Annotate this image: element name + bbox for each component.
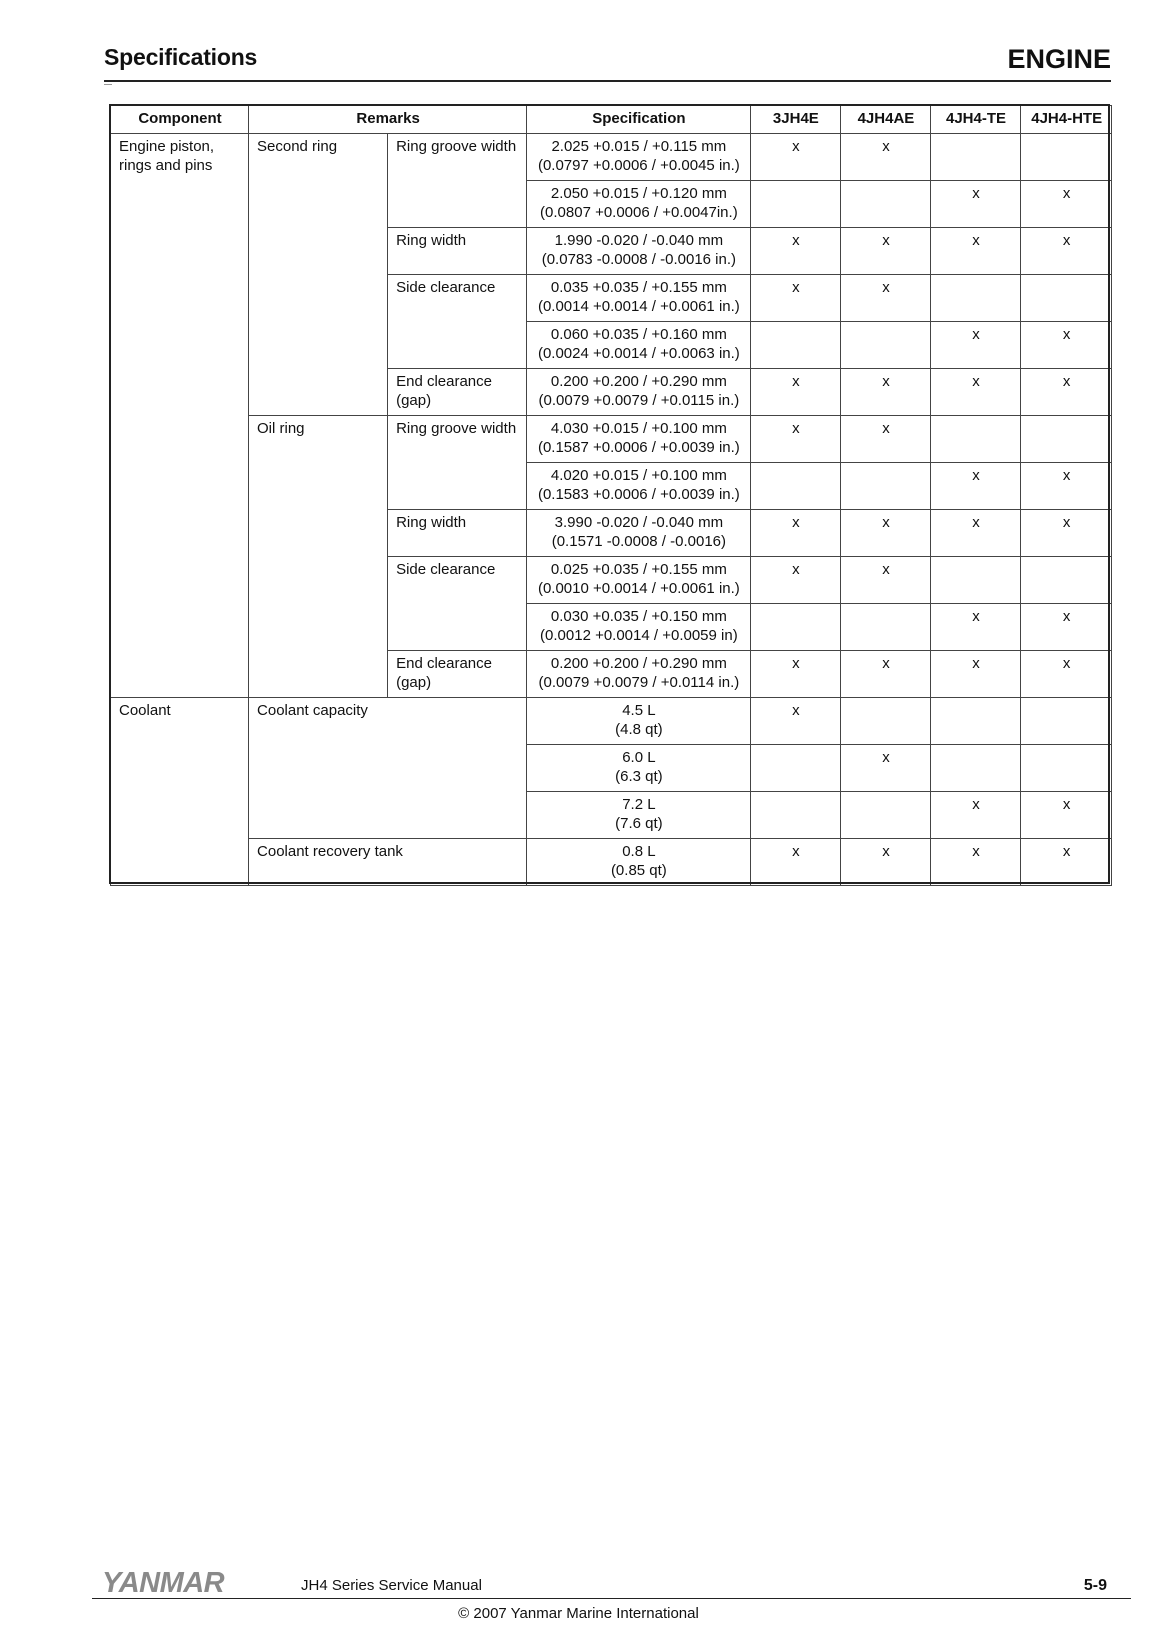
table-row <box>111 839 1112 886</box>
remark-detail-cell: Side clearance <box>388 275 527 369</box>
table-row <box>111 698 1112 745</box>
mark-3jh4e <box>750 745 841 792</box>
specification-cell <box>527 275 750 322</box>
mark-3jh4e <box>750 604 841 651</box>
specification-cell <box>527 557 750 604</box>
mark-4jh4-hte: x <box>1021 604 1112 651</box>
specification-cell <box>527 322 750 369</box>
mark-4jh4ae: x <box>841 416 931 463</box>
table-row <box>111 134 1112 181</box>
remark-group-cell: Coolant capacity <box>249 698 527 839</box>
mark-4jh4-te: x <box>930 510 1021 557</box>
mark-4jh4ae <box>841 604 931 651</box>
remark-detail-cell: Ring groove width <box>388 416 527 510</box>
remark-detail-cell: Side clearance <box>388 557 527 651</box>
spec-metric: 4.030 +0.015 / +0.100 mm <box>550 420 727 437</box>
mark-3jh4e <box>750 181 841 228</box>
spec-imperial: (4.8 qt) <box>615 721 663 738</box>
specification-cell <box>527 369 750 416</box>
mark-4jh4-te <box>930 698 1021 745</box>
header-tick <box>104 84 112 85</box>
mark-4jh4-hte: x <box>1021 181 1112 228</box>
mark-4jh4ae: x <box>841 510 931 557</box>
spec-table <box>110 105 1112 886</box>
mark-3jh4e <box>750 792 841 839</box>
spec-metric: 6.0 L <box>622 749 656 766</box>
spec-metric: 0.200 +0.200 / +0.290 mm <box>550 655 727 672</box>
table-header-row <box>111 106 1112 134</box>
mark-4jh4-te: x <box>930 369 1021 416</box>
mark-4jh4ae <box>841 181 931 228</box>
mark-4jh4ae <box>841 698 931 745</box>
spec-imperial: (0.0024 +0.0014 / +0.0063 in.) <box>537 345 740 362</box>
mark-4jh4-te: x <box>930 322 1021 369</box>
mark-4jh4ae: x <box>841 369 931 416</box>
mark-4jh4-hte: x <box>1021 839 1112 886</box>
spec-imperial: (0.0010 +0.0014 / +0.0061 in.) <box>537 580 740 597</box>
col-header-3jh4e: 3JH4E <box>750 106 841 134</box>
spec-metric: 1.990 -0.020 / -0.040 mm <box>554 232 724 249</box>
specification-cell <box>527 510 750 557</box>
spec-imperial: (0.1571 -0.0008 / -0.0016) <box>551 533 727 550</box>
mark-4jh4-hte <box>1021 698 1112 745</box>
mark-4jh4ae <box>841 463 931 510</box>
spec-imperial: (0.0014 +0.0014 / +0.0061 in.) <box>537 298 740 315</box>
table-body <box>111 134 1112 886</box>
mark-4jh4-te: x <box>930 651 1021 698</box>
specification-cell <box>527 416 750 463</box>
remark-group-cell: Coolant recovery tank <box>249 839 527 886</box>
spec-imperial: (0.0079 +0.0079 / +0.0114 in.) <box>538 674 740 691</box>
col-header-remarks: Remarks <box>249 106 527 134</box>
mark-4jh4-hte <box>1021 557 1112 604</box>
mark-4jh4ae: x <box>841 228 931 275</box>
spec-metric: 7.2 L <box>622 796 656 813</box>
mark-4jh4ae <box>841 792 931 839</box>
spec-metric: 2.025 +0.015 / +0.115 mm <box>551 138 727 155</box>
mark-4jh4-hte <box>1021 275 1112 322</box>
specification-cell <box>527 134 750 181</box>
mark-4jh4-te: x <box>930 463 1021 510</box>
mark-4jh4-te: x <box>930 228 1021 275</box>
spec-imperial: (0.1587 +0.0006 / +0.0039 in.) <box>537 439 740 456</box>
mark-4jh4-hte: x <box>1021 228 1112 275</box>
mark-4jh4ae <box>841 322 931 369</box>
spec-metric: 3.990 -0.020 / -0.040 mm <box>554 514 724 531</box>
spec-imperial: (0.85 qt) <box>610 862 667 879</box>
specification-cell <box>527 228 750 275</box>
spec-metric: 2.050 +0.015 / +0.120 mm <box>550 185 727 202</box>
mark-4jh4-hte: x <box>1021 792 1112 839</box>
remark-group-cell: Second ring <box>249 134 388 416</box>
specification-cell <box>527 839 750 886</box>
mark-3jh4e: x <box>750 698 841 745</box>
mark-4jh4ae: x <box>841 651 931 698</box>
spec-metric: 0.030 +0.035 / +0.150 mm <box>550 608 727 625</box>
spec-imperial: (7.6 qt) <box>615 815 663 832</box>
mark-4jh4-te: x <box>930 181 1021 228</box>
mark-3jh4e: x <box>750 651 841 698</box>
footer-rule <box>92 1598 1131 1599</box>
spec-metric: 0.035 +0.035 / +0.155 mm <box>550 279 727 296</box>
copyright: © 2007 Yanmar Marine International <box>458 1605 699 1622</box>
mark-4jh4-te <box>930 557 1021 604</box>
header-rule <box>104 80 1111 82</box>
specification-cell <box>527 651 750 698</box>
specification-cell <box>527 792 750 839</box>
spec-imperial: (0.1583 +0.0006 / +0.0039 in.) <box>537 486 740 503</box>
manual-title: JH4 Series Service Manual <box>301 1577 482 1594</box>
remark-group-cell: Oil ring <box>249 416 388 698</box>
spec-metric: 0.8 L <box>622 843 656 860</box>
page-title: Specifications <box>104 44 258 70</box>
remark-detail-cell: Ring width <box>388 510 527 557</box>
mark-3jh4e <box>750 463 841 510</box>
mark-4jh4-te: x <box>930 839 1021 886</box>
mark-4jh4-te <box>930 134 1021 181</box>
specification-cell <box>527 181 750 228</box>
remark-detail-cell: End clearance (gap) <box>388 369 527 416</box>
mark-4jh4-hte: x <box>1021 651 1112 698</box>
mark-4jh4-te <box>930 275 1021 322</box>
mark-4jh4ae: x <box>841 557 931 604</box>
mark-4jh4-hte: x <box>1021 510 1112 557</box>
mark-4jh4-te <box>930 416 1021 463</box>
spec-imperial: (6.3 qt) <box>615 768 663 785</box>
yanmar-logo <box>100 1568 272 1596</box>
specification-cell <box>527 745 750 792</box>
col-header-4jh4-te: 4JH4-TE <box>930 106 1021 134</box>
mark-4jh4ae: x <box>841 134 931 181</box>
spec-imperial: (0.0783 -0.0008 / -0.0016 in.) <box>541 251 737 268</box>
remark-detail-cell: Ring width <box>388 228 527 275</box>
section-title: ENGINE <box>1007 44 1111 74</box>
mark-4jh4-te: x <box>930 792 1021 839</box>
mark-3jh4e <box>750 322 841 369</box>
mark-3jh4e: x <box>750 275 841 322</box>
mark-4jh4-hte <box>1021 416 1112 463</box>
col-header-component: Component <box>111 106 249 134</box>
col-header-4jh4-hte: 4JH4-HTE <box>1021 106 1112 134</box>
specification-cell <box>527 463 750 510</box>
remark-detail-cell: End clearance (gap) <box>388 651 527 698</box>
mark-3jh4e: x <box>750 228 841 275</box>
spec-imperial: (0.0012 +0.0014 / +0.0059 in) <box>540 627 738 644</box>
mark-3jh4e: x <box>750 416 841 463</box>
mark-3jh4e: x <box>750 369 841 416</box>
mark-4jh4-hte: x <box>1021 463 1112 510</box>
specification-cell <box>527 698 750 745</box>
spec-metric: 4.5 L <box>622 702 656 719</box>
spec-imperial: (0.0807 +0.0006 / +0.0047in.) <box>540 204 738 221</box>
table-row <box>111 416 1112 463</box>
col-header-specification: Specification <box>527 106 750 134</box>
mark-4jh4ae: x <box>841 839 931 886</box>
yanmar-logo-text: YANMAR <box>102 1568 225 1596</box>
spec-imperial: (0.0797 +0.0006 / +0.0045 in.) <box>537 157 740 174</box>
col-header-4jh4ae: 4JH4AE <box>841 106 931 134</box>
spec-metric: 0.060 +0.035 / +0.160 mm <box>550 326 727 343</box>
page-number: 5-9 <box>1083 1577 1107 1594</box>
spec-metric: 0.025 +0.035 / +0.155 mm <box>550 561 727 578</box>
mark-4jh4ae: x <box>841 275 931 322</box>
spec-metric: 0.200 +0.200 / +0.290 mm <box>550 373 727 390</box>
mark-4jh4-hte <box>1021 134 1112 181</box>
spec-imperial: (0.0079 +0.0079 / +0.0115 in.) <box>538 392 740 409</box>
mark-4jh4-hte <box>1021 745 1112 792</box>
mark-4jh4-te: x <box>930 604 1021 651</box>
specification-cell <box>527 604 750 651</box>
remark-detail-cell: Ring groove width <box>388 134 527 228</box>
mark-3jh4e: x <box>750 839 841 886</box>
spec-metric: 4.020 +0.015 / +0.100 mm <box>550 467 727 484</box>
component-cell: Coolant <box>111 698 249 886</box>
mark-3jh4e: x <box>750 557 841 604</box>
mark-4jh4-hte: x <box>1021 369 1112 416</box>
component-cell: Engine piston, rings and pins <box>111 134 249 698</box>
mark-4jh4ae: x <box>841 745 931 792</box>
mark-3jh4e: x <box>750 134 841 181</box>
mark-4jh4-te <box>930 745 1021 792</box>
mark-4jh4-hte: x <box>1021 322 1112 369</box>
mark-3jh4e: x <box>750 510 841 557</box>
